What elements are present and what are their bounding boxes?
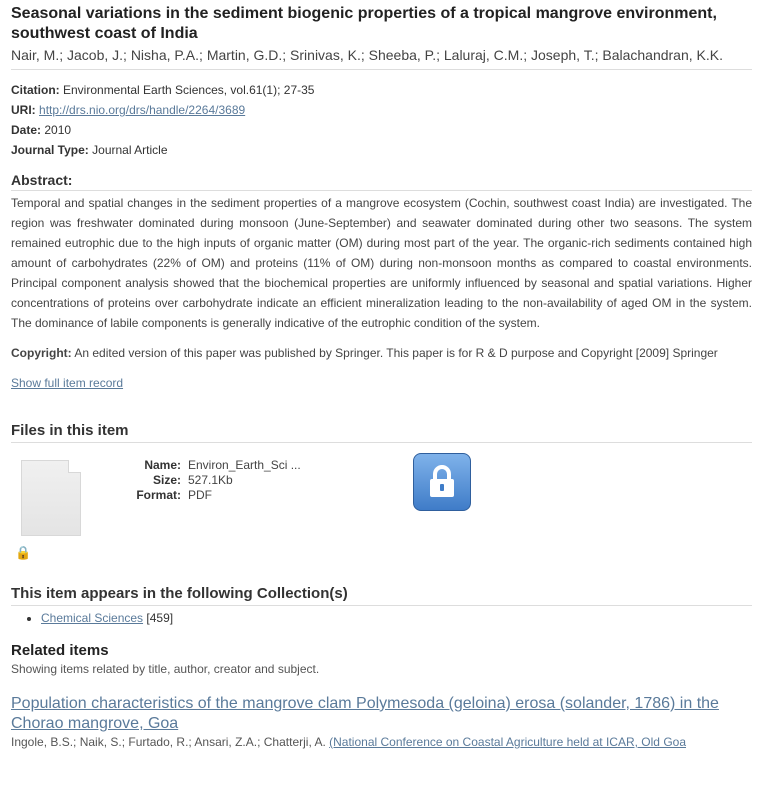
metadata-block xyxy=(11,80,752,160)
access-lock-icon[interactable] xyxy=(413,453,471,511)
file-size-value: 527.1Kb xyxy=(188,473,233,487)
file-item xyxy=(11,443,752,573)
abstract-heading: Abstract: xyxy=(11,172,73,188)
collection-link[interactable]: Chemical Sciences xyxy=(41,611,144,625)
uri-link[interactable]: http://drs.nio.org/drs/handle/2264/3689 xyxy=(39,103,246,117)
file-metadata xyxy=(111,458,301,503)
related-item-source[interactable]: (National Conference on Coastal Agriculture held at ICAR, Old Goa xyxy=(329,735,686,749)
collections-list xyxy=(11,609,752,627)
file-name-value: Environ_Earth_Sci ... xyxy=(188,458,301,472)
related-item-meta xyxy=(11,734,752,750)
date-value: 2010 xyxy=(44,123,72,137)
file-size-row xyxy=(111,473,301,488)
file-format-value: PDF xyxy=(188,488,212,502)
copyright xyxy=(11,343,752,363)
item-authors: Nair, M.; Jacob, J.; Nisha, P.A.; Martin, G.D.; Srinivas, K.; Sheeba, P.; Laluraj, C.M.; Joseph, T.; Balachandran, K.K. xyxy=(11,47,723,63)
collection-count: [459] xyxy=(146,611,174,625)
file-size-label: Size: xyxy=(152,473,181,487)
file-format-row xyxy=(111,488,301,503)
date-row xyxy=(11,120,752,140)
item-title: Seasonal variations in the sediment biogenic properties of a tropical mangrove environment, southwest coast of India xyxy=(11,5,717,42)
files-heading: Files in this item xyxy=(11,422,129,439)
abstract-text: Temporal and spatial changes in the sediment properties of a mangrove ecosystem (Cochin, southwest coast India) are investigated. The region was freshwater dominated during monsoon (June-September) and seawater dominated during other two seasons. The system remained eutrophic due to the high inputs of organic matter (OM) during most part of the year. The organic-rich sediments contained high amount of carbohydrates (22% of OM) and proteins (11% of OM) during non-monsoon months as compared to coastal environments. Principal component analysis showed that the biochemical properties are uniformly influenced by seasonal and spatial variations. Higher concentrations of proteins over carbohydrate indicate an efficient mineralization leading to the non-availability of aged OM in the system. The dominance of labile components is generally indicative of the eutrophic condition of the system. xyxy=(11,196,752,330)
type-value: Journal Article xyxy=(92,143,168,157)
citation-value: Environmental Earth Sciences, vol.61(1); 27-35 xyxy=(63,83,315,97)
uri-row xyxy=(11,100,752,120)
related-subheading: Showing items related by title, author, creator and subject. xyxy=(11,662,320,676)
divider xyxy=(11,69,752,70)
item-page xyxy=(11,4,752,750)
copyright-label: Copyright: xyxy=(11,346,72,360)
show-full-record-link[interactable]: Show full item record xyxy=(11,376,124,390)
divider xyxy=(11,190,752,191)
uri-label: URI: xyxy=(11,103,36,117)
collection-item xyxy=(41,609,752,627)
divider xyxy=(11,605,752,606)
citation-label: Citation: xyxy=(11,83,60,97)
related-item-title[interactable]: Population characteristics of the mangrove clam Polymesoda (geloina) erosa (solander, 1786) in the Chorao mangrove, Goa xyxy=(11,695,719,732)
related-item-authors: Ingole, B.S.; Naik, S.; Furtado, R.; Ansari, Z.A.; Chatterji, A. xyxy=(11,735,326,749)
citation-row xyxy=(11,80,752,100)
related-heading: Related items xyxy=(11,642,109,659)
file-format-label: Format: xyxy=(136,488,181,502)
file-name-row xyxy=(111,458,301,473)
type-row xyxy=(11,140,752,160)
restricted-lock-icon: 🔒 xyxy=(15,545,32,560)
collections-heading: This item appears in the following Collection(s) xyxy=(11,585,348,602)
date-label: Date: xyxy=(11,123,42,137)
file-thumbnail[interactable] xyxy=(21,460,81,536)
copyright-text: An edited version of this paper was published by Springer. This paper is for R & D purpose and Copyright [2009] Springer xyxy=(74,346,718,360)
file-name-label: Name: xyxy=(144,458,181,472)
type-label: Journal Type: xyxy=(11,143,89,157)
